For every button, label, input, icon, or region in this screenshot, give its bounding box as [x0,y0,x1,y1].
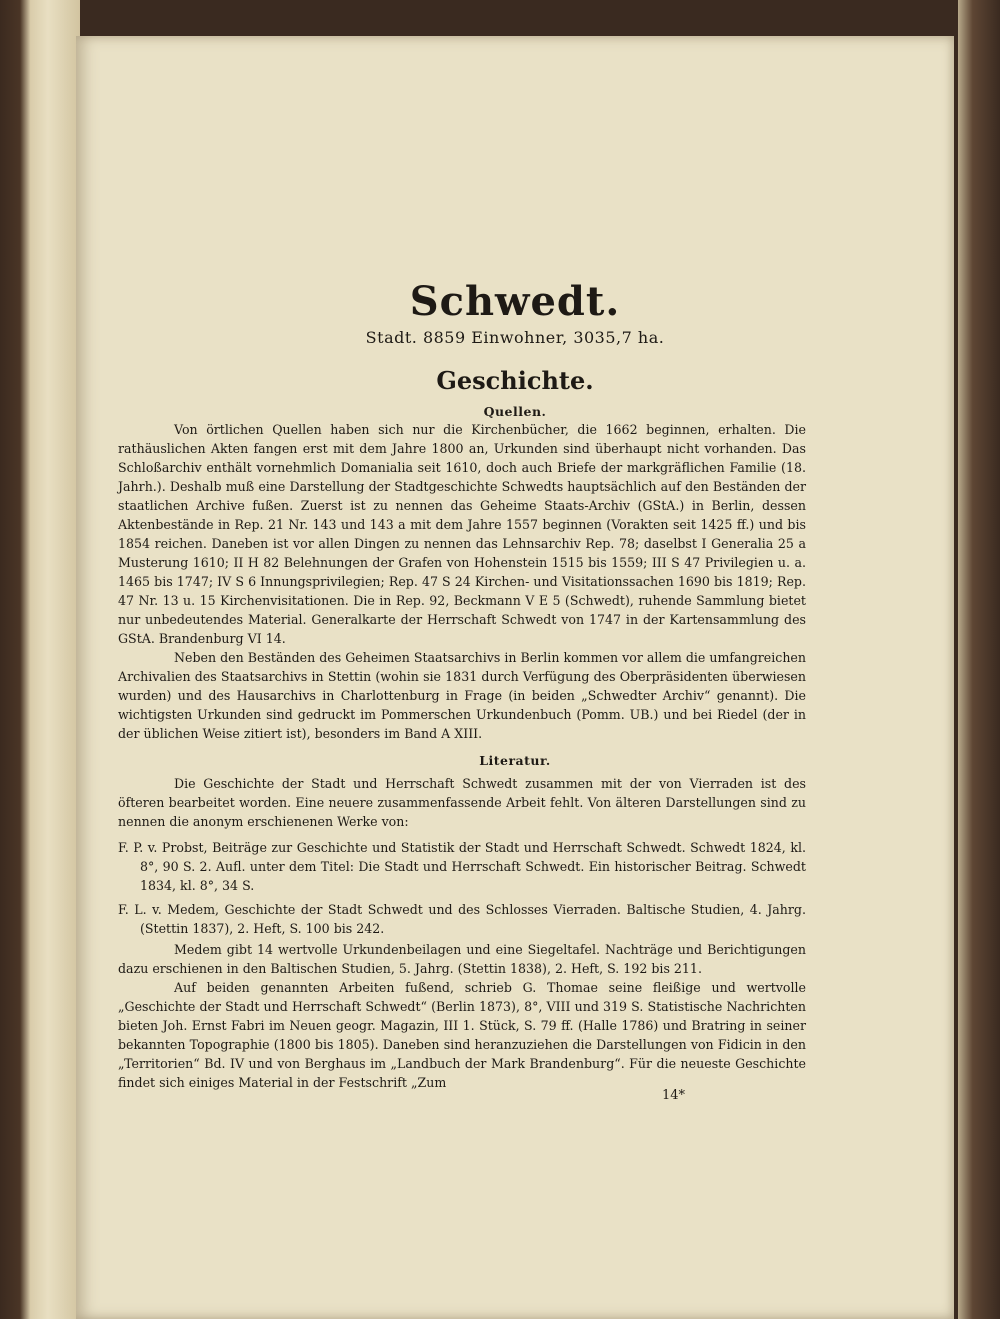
paragraph: Neben den Beständen des Geheimen Staatsarchivs in Berlin kommen vor allem die umfangreichen Archivalien des Staatsarchivs in Stettin (wohin sie 1831 durch Verfügung des Oberpräsidenten überwiesen wurden) und des Hausarchivs in Charlottenburg in Frage (in beiden „Schwedter Archiv“ genannt). Die wichtigsten Urkunden sind gedruckt im Pommerschen Urkundenbuch (Pomm. UB.) und bei Riedel (der in der üblichen Weise zitiert ist), besonders im Band A XIII. [118,650,806,741]
book-page [76,36,954,1319]
paragraph: Medem gibt 14 wertvolle Urkundenbeilagen und eine Siegeltafel. Nachträge und Berichtigungen dazu erschienen in den Baltischen Studien, 5. Jahrg. (Stettin 1838), 2. Heft, S. 192 bis 211. [118,942,806,976]
section-heading: Geschichte. [436,366,594,395]
paragraph: Von örtlichen Quellen haben sich nur die Kirchenbücher, die 1662 beginnen, erhalten. Die rathäuslichen Akten fangen erst mit dem Jahre 1800 an, Urkunden sind überhaupt nicht vorhanden. Das Schloßarchiv enthält vornehmlich Domanialia seit 1610, doch auch Briefe der markgräflichen Familie (18. Jahrh.). Deshalb muß eine Darstellung der Stadtgeschichte Schwedts hauptsächlich auf den Beständen der staatlichen Archive fußen. Zuerst ist zu nennen das Geheime Staats-Archiv (GStA.) in Berlin, dessen Aktenbestände in Rep. 21 Nr. 143 und 143 a mit dem Jahre 1557 beginnen (Vorakten seit 1425 ff.) und bis 1854 reichen. Daneben ist vor allen Dingen zu nennen das Lehnsarchiv Rep. 78; daselbst I Generalia 25 a Musterung 1610; II H 82 Belehnungen der Grafen von Hohenstein 1515 bis 1559; III S 47 Privilegien u. a. 1465 bis 1747; IV S 6 Innungsprivilegien; Rep. 47 S 24 Kirchen- und Visitationssachen 1690 bis 1819; Rep. 47 Nr. 13 u. 15 Kirchenvisitationen. Die in Rep. 92, Beckmann V E 5 (Schwedt), ruhende Sammlung bietet nur unbedeutendes Material. Generalkarte der Herrschaft Schwedt von 1747 in der Kartensammlung des GStA. Brandenburg VI 14. [118,422,806,646]
paragraph: Die Geschichte der Stadt und Herrschaft Schwedt zusammen mit der von Vierraden ist des öfteren bearbeitet worden. Eine neuere zusammenfassende Arbeit fehlt. Von älteren Darstellungen sind zu nennen die anonym erschienenen Werke von: [118,776,806,829]
paragraph: Auf beiden genannten Arbeiten fußend, schrieb G. Thomae seine fleißige und wertvolle „Geschichte der Stadt und Herrschaft Schwedt“ (Berlin 1873), 8°, VIII und 319 S. Statistische Nachrichten bieten Joh. Ernst Fabri im Neuen geogr. Magazin, III 1. Stück, S. 79 ff. (Halle 1786) und Bratring in seiner bekannten Topographie (1800 bis 1805). Daneben sind heranzuziehen die Darstellungen von Fidicin in den „Territorien“ Bd. IV und von Berghaus im „Landbuch der Mark Brandenburg“. Für die neueste Geschichte findet sich einiges Material in der Festschrift „Zum [118,980,806,1090]
reference: F. L. v. Medem, Geschichte der Stadt Schwedt und des Schlosses Vierraden. Baltische Studien, 4. Jahrg. (Stettin 1837), 2. Heft, S. 100 bis 242. [118,902,806,936]
page-subtitle: Stadt. 8859 Einwohner, 3035,7 ha. [365,328,665,347]
reference: F. P. v. Probst, Beiträge zur Geschichte und Statistik der Stadt und Herrschaft Schwedt. Schwedt 1824, kl. 8°, 90 S. 2. Aufl. unter dem Titel: Die Stadt und Herrschaft Schwedt. Ein historischer Beitrag. Schwedt 1834, kl. 8°, 34 S. [118,840,806,893]
literature-text [118,940,806,1092]
literature-heading: Literatur. [479,753,551,768]
sources-text [118,420,806,743]
book-cover-edge [958,0,1000,1319]
bibliography-entry [118,838,806,895]
page-title: Schwedt. [409,278,621,325]
bibliography-entry [118,900,806,938]
literature-intro [118,774,806,831]
sources-heading: Quellen. [483,404,547,419]
book-binding [0,0,80,1319]
page-number: 14* [662,1088,686,1103]
